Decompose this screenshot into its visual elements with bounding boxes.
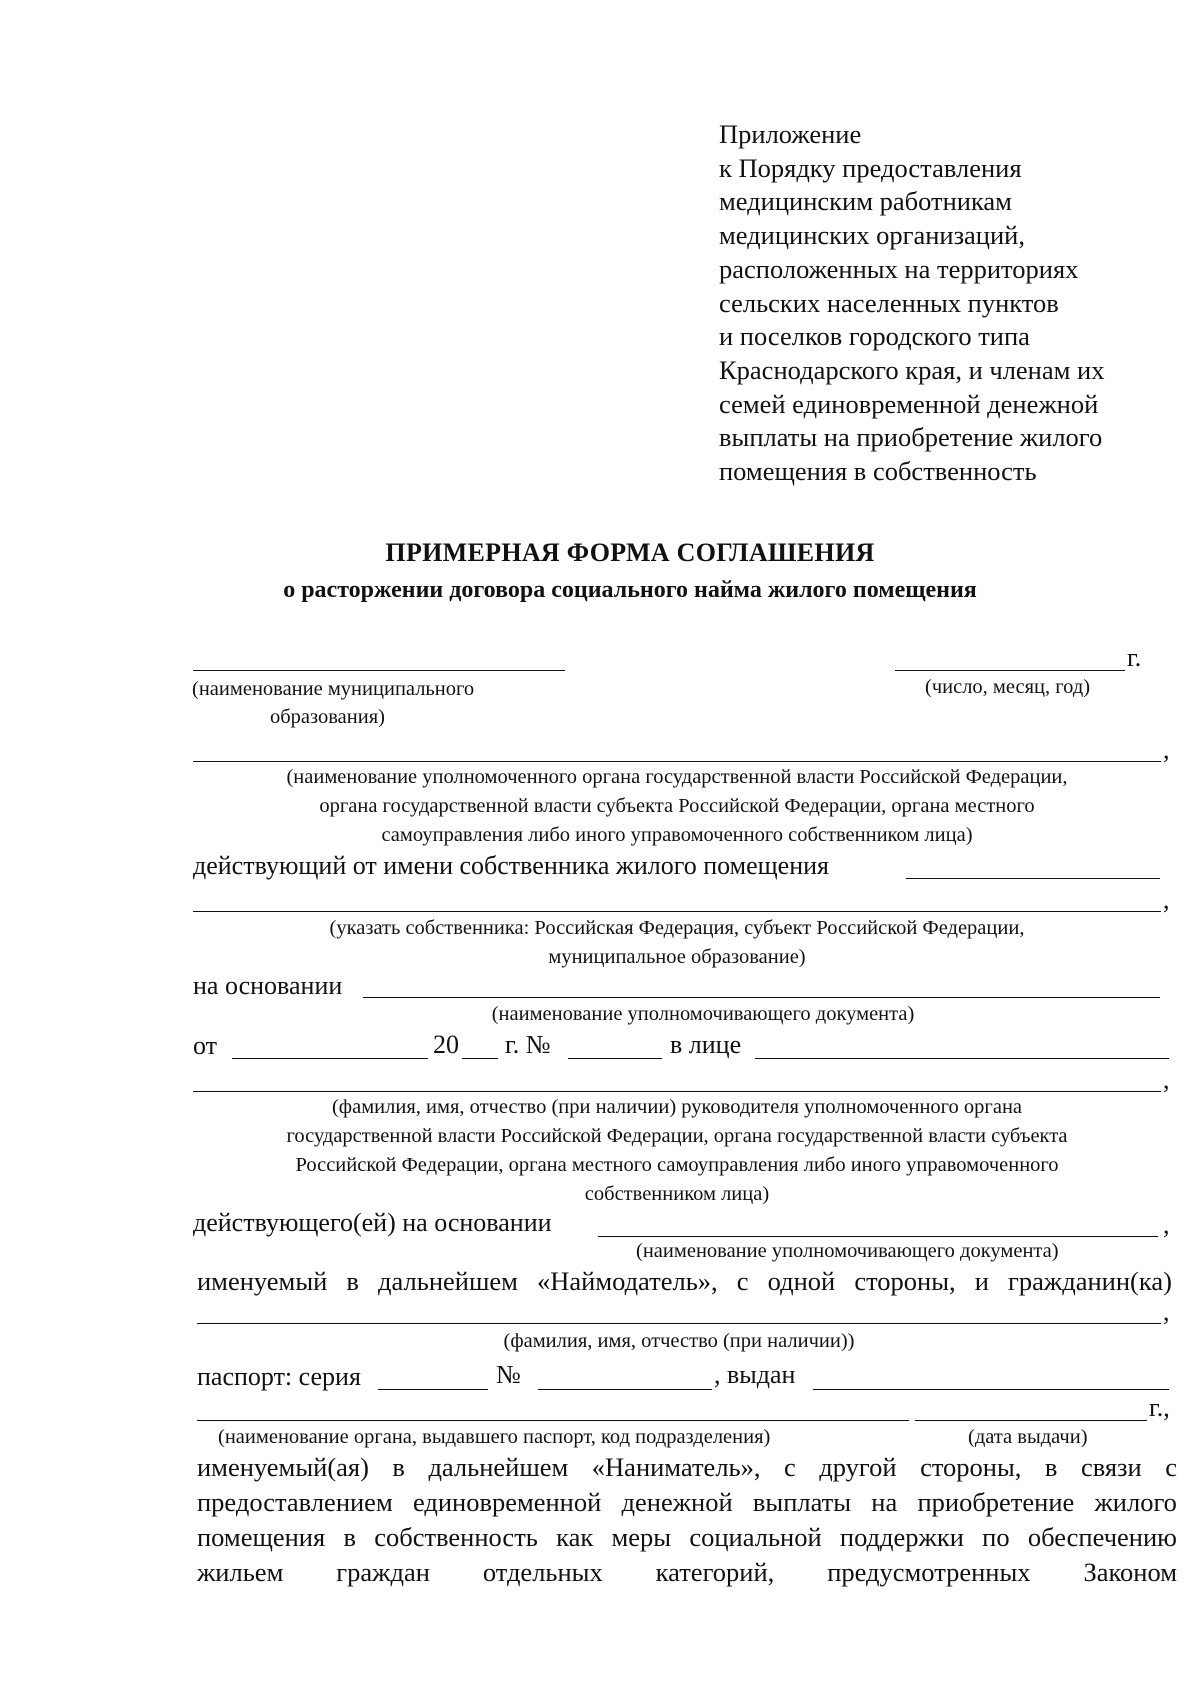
word: в [346, 1266, 359, 1296]
comma: , [1163, 1297, 1170, 1326]
appendix-block [719, 118, 1159, 489]
passport-series-field[interactable] [378, 1389, 488, 1390]
word: категорий, [655, 1557, 775, 1587]
appendix-line: медицинских организаций, [719, 220, 1025, 251]
basis-label: на основании [193, 971, 343, 1000]
year-prefix: 20 [433, 1030, 459, 1059]
word: одной [767, 1266, 836, 1296]
paragraph-line [197, 1555, 1177, 1590]
date-note: (число, месяц, год) [925, 676, 1091, 698]
word: обеспечению [1027, 1522, 1177, 1552]
word: отдельных [482, 1557, 603, 1587]
appendix-line: к Порядку предоставления [719, 152, 1022, 183]
owner-field[interactable] [906, 878, 1160, 879]
basis-field[interactable] [363, 997, 1160, 998]
passport-number-field[interactable] [538, 1389, 712, 1390]
issued-label: , выдан [714, 1360, 796, 1389]
appendix-line: помещения в собственность [719, 456, 1037, 487]
from-date-field[interactable] [232, 1058, 428, 1059]
word: по [982, 1522, 1010, 1552]
word: Законом [1083, 1557, 1177, 1587]
issue-date-field[interactable] [915, 1420, 1147, 1421]
document-subtitle: о расторжении договора социального найма жилого помещения [283, 577, 977, 603]
word: поддержки [839, 1522, 964, 1552]
word: жильем [197, 1557, 284, 1587]
word: единовременной [412, 1487, 602, 1517]
owner-note: муниципальное образование) [548, 946, 806, 968]
word: денежной [621, 1487, 733, 1517]
issuer-note: (наименование органа, выдавшего паспорт, код подразделения) [218, 1426, 771, 1448]
appendix-line: расположенных на территориях [719, 253, 1079, 284]
head-note: государственной власти Российской Федерации, органа государственной власти субъекта [286, 1125, 1068, 1147]
word: в [343, 1522, 356, 1552]
word: социальной [689, 1522, 822, 1552]
word: именуемый(ая) [197, 1452, 369, 1482]
appendix-line: семей единовременной денежной [719, 388, 1099, 419]
word: и [974, 1266, 989, 1296]
word: дальнейшем [378, 1266, 518, 1296]
issuer-field[interactable] [197, 1420, 909, 1421]
word: на [871, 1487, 898, 1517]
word: приобретение [917, 1487, 1075, 1517]
word: с [736, 1266, 749, 1296]
word: именуемый [197, 1266, 328, 1296]
word: с [1165, 1452, 1177, 1482]
municipality-field[interactable] [193, 670, 565, 671]
authority-field[interactable] [193, 761, 1161, 762]
head-note: собственником лица) [584, 1183, 770, 1205]
passport-number-label: № [496, 1360, 521, 1389]
paragraph-line [197, 1520, 1177, 1555]
basis-note: (наименование уполномочивающего документа) [491, 1003, 915, 1025]
appendix-line: медицинским работникам [719, 186, 1012, 217]
paragraph-line [197, 1450, 1177, 1485]
from-label: от [193, 1031, 218, 1060]
word: «Наниматель», [591, 1452, 761, 1482]
in-person-label: в лице [670, 1030, 742, 1059]
word: с [784, 1452, 796, 1482]
owner-note: (указать собственника: Российская Федерация, субъект Российской Федерации, [329, 917, 1025, 939]
word: в [392, 1452, 405, 1482]
appendix-line: и поселков городского типа [719, 321, 1030, 352]
word: стороны, [854, 1266, 956, 1296]
head-name-field[interactable] [193, 1091, 1161, 1092]
word: меры [611, 1522, 672, 1552]
year-number-label: г. № [505, 1030, 551, 1059]
word: выплаты [752, 1487, 852, 1517]
word: предусмотренных [827, 1557, 1031, 1587]
word: помещения [197, 1522, 326, 1552]
municipality-note: (наименование муниципального [192, 678, 475, 700]
citizen-note: (фамилия, имя, отчество (при наличии)) [503, 1330, 855, 1352]
appendix-line: Краснодарского края, и членам их [719, 354, 1105, 385]
issue-date-note: (дата выдачи) [968, 1426, 1088, 1448]
word: стороны, [920, 1452, 1022, 1482]
comma: , [1163, 1210, 1170, 1239]
acting-basis-label: действующего(ей) на основании [193, 1208, 552, 1237]
municipality-note: образования) [270, 706, 385, 728]
appendix-line: Приложение [719, 119, 862, 149]
word: как [556, 1522, 594, 1552]
year-suffix: г. [1127, 643, 1142, 672]
authority-note: самоуправления либо иного управомоченного собственником лица) [381, 824, 973, 846]
head-note: Российской Федерации, органа местного самоуправления либо иного управомоченного [295, 1154, 1059, 1176]
acting-basis-note: (наименование уполномочивающего документа) [636, 1240, 1059, 1262]
word: дальнейшем [428, 1452, 569, 1482]
comma: , [1163, 1065, 1170, 1094]
date-field[interactable] [895, 670, 1125, 671]
word: предоставлением [197, 1487, 393, 1517]
person-field[interactable] [755, 1058, 1169, 1059]
word: связи [1080, 1452, 1142, 1482]
appendix-line: сельских населенных пунктов [719, 287, 1059, 318]
document-number-field[interactable] [568, 1058, 662, 1059]
issued-by-field[interactable] [813, 1389, 1169, 1390]
issued-year-suffix: г., [1149, 1393, 1170, 1422]
word: в [1044, 1452, 1058, 1482]
word: гражданин(ка) [1008, 1266, 1172, 1296]
landlord-sentence [197, 1264, 1172, 1299]
appendix-line: выплаты на приобретение жилого [719, 422, 1103, 453]
head-note: (фамилия, имя, отчество (при наличии) руководителя уполномоченного органа [331, 1096, 1023, 1118]
owner-field-continued[interactable] [193, 911, 1161, 912]
word: граждан [336, 1557, 430, 1587]
comma: , [1163, 735, 1170, 764]
word: собственность [374, 1522, 538, 1552]
acting-label: действующий от имени собственника жилого помещения [193, 851, 829, 880]
paragraph-line [197, 1485, 1177, 1520]
year-field[interactable] [462, 1058, 498, 1059]
acting-basis-field[interactable] [598, 1236, 1158, 1237]
passport-series-label: паспорт: серия [197, 1362, 361, 1391]
tenant-paragraph [197, 1450, 1177, 1590]
document-title: ПРИМЕРНАЯ ФОРМА СОГЛАШЕНИЯ [385, 538, 875, 567]
word: «Наймодатель», [536, 1266, 718, 1296]
word: другой [819, 1452, 897, 1482]
word: жилого [1094, 1487, 1177, 1517]
authority-note: органа государственной власти субъекта Российской Федерации, органа местного [319, 795, 1035, 817]
citizen-name-field[interactable] [197, 1323, 1161, 1324]
comma: , [1163, 885, 1170, 914]
authority-note: (наименование уполномоченного органа государственной власти Российской Федерации, [286, 766, 1068, 788]
